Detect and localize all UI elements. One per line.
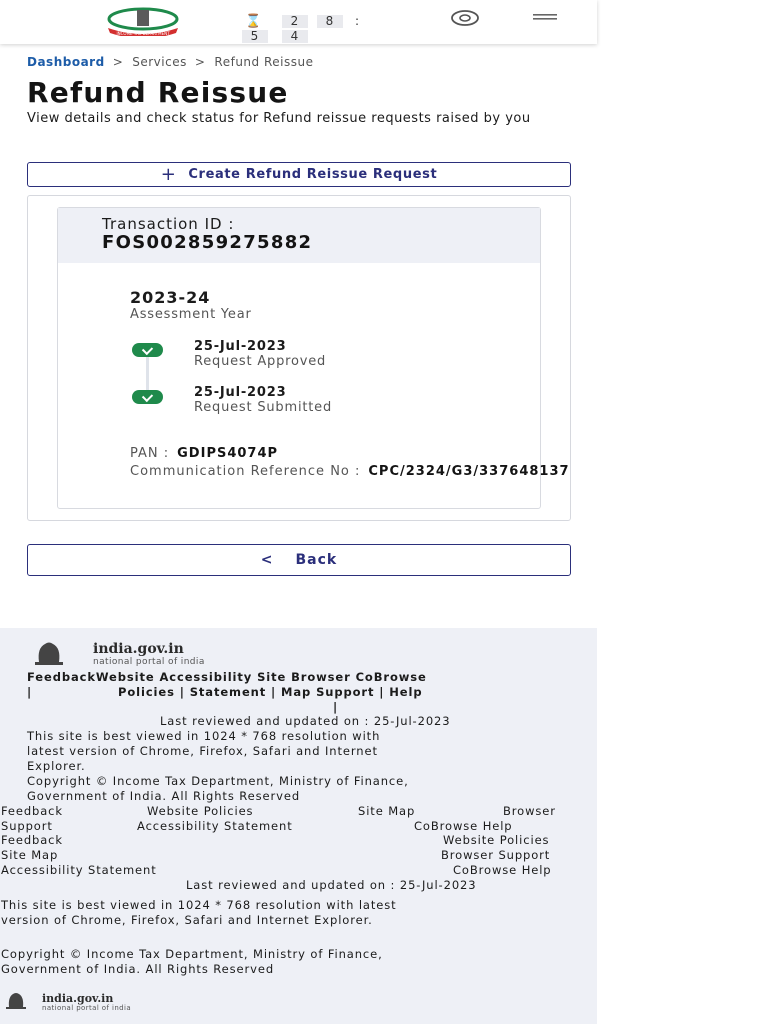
income-tax-logo[interactable]: [98, 6, 188, 36]
best-viewed-text: version of Chrome, Firefox, Safari and Internet Explorer.: [1, 913, 373, 927]
footer-link-site-map[interactable]: Site Map: [358, 804, 416, 818]
page-subtitle: View details and check status for Refund reissue requests raised by you: [27, 111, 531, 126]
best-viewed-text: latest version of Chrome, Firefox, Safari and Internet: [27, 744, 378, 758]
pan-value: GDIPS4074P: [177, 446, 279, 461]
best-viewed-text: This site is best viewed in 1024 * 768 resolution with latest: [1, 898, 397, 912]
chevron-left-icon: <: [260, 552, 274, 568]
communication-reference-label: Communication Reference No :: [130, 464, 361, 479]
check-icon: [132, 343, 163, 357]
timer-digit: 2: [282, 15, 308, 28]
footer-link-accessibility-statement[interactable]: Accessibility Statement: [137, 819, 293, 833]
communication-reference-value: CPC/2324/G3/337648137: [368, 464, 570, 479]
hourglass-icon: ⌛: [245, 14, 262, 29]
last-reviewed-text: Last reviewed and updated on : 25-Jul-2023: [186, 878, 477, 892]
footer-links-row[interactable]: Policies | Statement | Map Support | Help: [118, 685, 423, 699]
national-emblem-icon: [27, 640, 71, 668]
last-reviewed-text: Last reviewed and updated on : 25-Jul-2023: [160, 714, 451, 728]
copyright-text: Government of India. All Rights Reserved: [1, 962, 275, 976]
timeline-connector: [146, 356, 149, 394]
footer-link-website-policies[interactable]: Website Policies: [443, 833, 550, 847]
portal-subtitle: national portal of india: [93, 657, 205, 667]
footer-link-support[interactable]: Support: [1, 819, 53, 833]
back-button-label: Back: [295, 552, 338, 568]
timer-digit: 4: [282, 30, 308, 43]
timeline-status: Request Submitted: [194, 400, 333, 415]
transaction-id-label: Transaction ID :: [102, 215, 235, 233]
portal-title[interactable]: india.gov.in: [42, 992, 114, 1005]
footer-link-divider: |: [333, 700, 339, 714]
timer-separator: :: [355, 14, 360, 28]
footer-link-site-map[interactable]: Site Map: [1, 848, 59, 862]
timer-digit: 8: [317, 15, 343, 28]
plus-icon: +: [160, 164, 177, 185]
footer-link-website-policies[interactable]: Website Policies: [147, 804, 254, 818]
footer-link-cobrowse-help[interactable]: CoBrowse Help: [414, 819, 513, 833]
create-button-label: Create Refund Reissue Request: [188, 167, 438, 182]
footer-link-feedback[interactable]: Feedback: [1, 804, 63, 818]
portal-title[interactable]: india.gov.in: [93, 641, 184, 657]
assessment-year-label: Assessment Year: [130, 307, 252, 322]
footer-link-browser-support[interactable]: Browser Support: [441, 848, 551, 862]
transaction-id-value: FOS002859275882: [102, 232, 313, 253]
breadcrumb: [27, 55, 313, 69]
best-viewed-text: Explorer.: [27, 759, 86, 773]
breadcrumb-services-link[interactable]: Services: [132, 55, 187, 69]
breadcrumb-separator: >: [112, 55, 124, 69]
pan-row: [130, 446, 278, 461]
assessment-year-value: 2023-24: [130, 288, 211, 307]
card-header: [58, 208, 540, 263]
user-profile-icon[interactable]: [450, 10, 480, 28]
copyright-text: Government of India. All Rights Reserved: [27, 789, 301, 803]
timer-digit: 5: [242, 30, 268, 43]
footer-link-feedback[interactable]: Feedback: [1, 833, 63, 847]
create-refund-reissue-button[interactable]: [27, 162, 571, 187]
footer-link-divider: |: [27, 685, 33, 699]
communication-reference-row: [130, 464, 570, 479]
portal-subtitle: national portal of india: [42, 1004, 132, 1012]
timeline-date: 25-Jul-2023: [194, 385, 287, 400]
best-viewed-text: This site is best viewed in 1024 * 768 resolution with: [27, 729, 381, 743]
svg-text:INCOME TAX DEPARTMENT: INCOME TAX DEPARTMENT: [116, 31, 170, 36]
check-icon: [132, 390, 163, 404]
pan-label: PAN :: [130, 446, 170, 461]
copyright-text: Copyright © Income Tax Department, Ministry of Finance,: [1, 947, 383, 961]
copyright-text: Copyright © Income Tax Department, Ministry of Finance,: [27, 774, 409, 788]
page-title: Refund Reissue: [27, 76, 289, 109]
hamburger-menu-icon[interactable]: [532, 10, 558, 28]
national-emblem-icon: [1, 991, 31, 1011]
footer-links-row[interactable]: FeedbackWebsite Accessibility Site Browser CoBrowse: [27, 670, 427, 684]
breadcrumb-separator: >: [194, 55, 206, 69]
footer-link-accessibility-statement[interactable]: Accessibility Statement: [1, 863, 157, 877]
timeline-date: 25-Jul-2023: [194, 339, 287, 354]
back-button[interactable]: [27, 544, 571, 576]
breadcrumb-dashboard-link[interactable]: Dashboard: [27, 55, 105, 69]
footer: [0, 628, 597, 1024]
top-header: [0, 0, 597, 44]
footer-link-browser[interactable]: Browser: [503, 804, 556, 818]
footer-link-cobrowse-help[interactable]: CoBrowse Help: [453, 863, 552, 877]
breadcrumb-current: Refund Reissue: [214, 55, 314, 69]
timeline-status: Request Approved: [194, 354, 327, 369]
